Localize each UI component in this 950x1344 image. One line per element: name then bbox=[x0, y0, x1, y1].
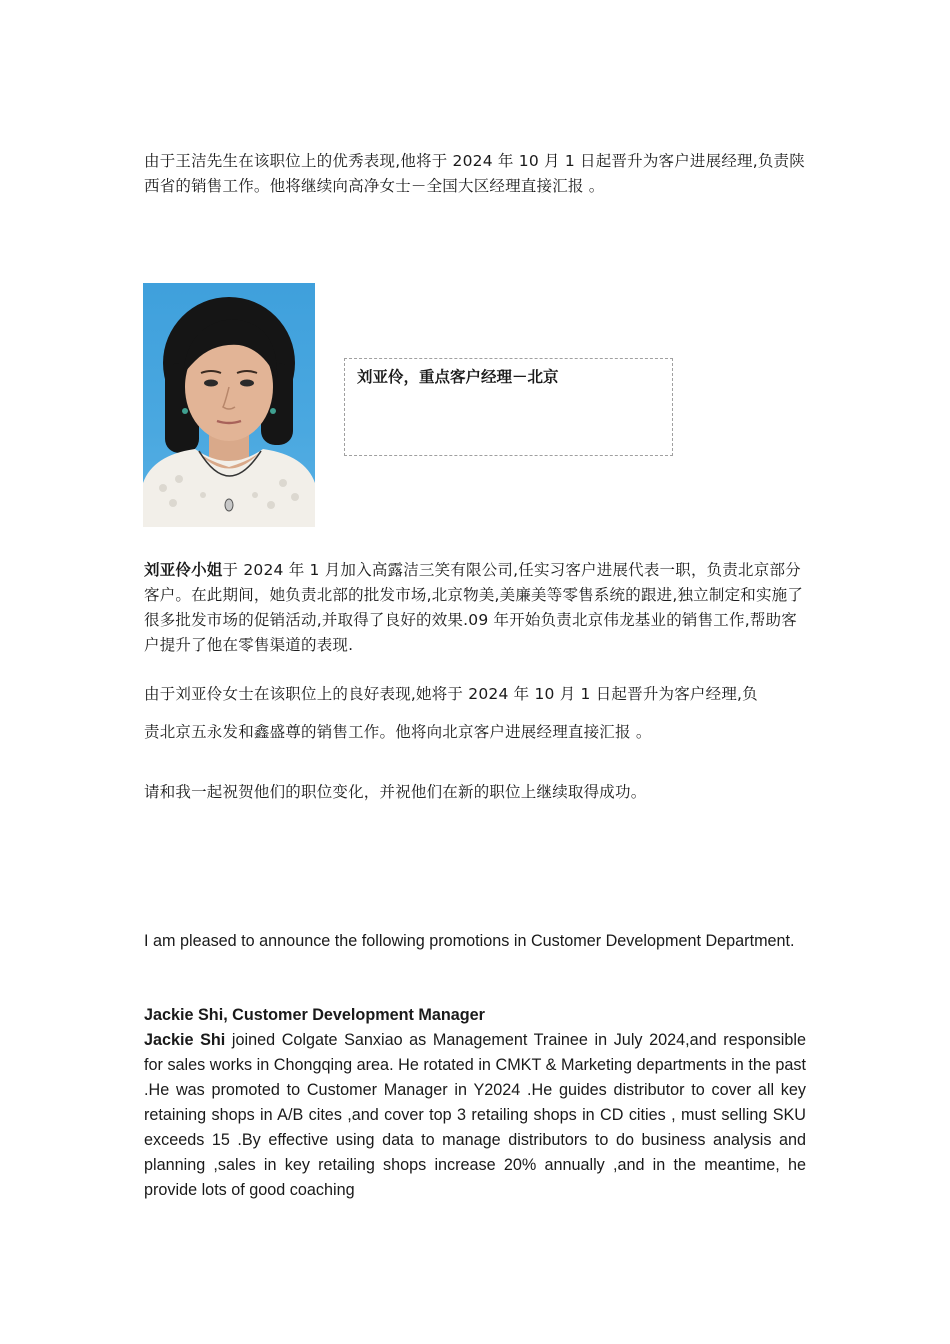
bio-name-liu: 刘亚伶小姐 bbox=[144, 561, 223, 579]
promotion-paragraph-wang: 由于王洁先生在该职位上的优秀表现,他将于 2024 年 10 月 1 日起晋升为客户进展经理,负责陕西省的销售工作。他将继续向高净女士－全国大区经理直接汇报 。 bbox=[144, 152, 805, 195]
english-heading: Jackie Shi, Customer Development Manager bbox=[144, 1006, 485, 1024]
portrait-photo bbox=[143, 283, 315, 527]
english-bio-text: joined Colgate Sanxiao as Management Trainee in July 2024,and responsible for sales works in Chongqing area. He rotated in CMKT & Marketing departments in the past .He was promoted to Customer Manager in Y2024 .He guides distributor to cover all key retaining shops in A/B cites ,and cover top 3 retailing shops in CD cities , must selling SKU exceeds 15 .By effective using data to manage distributors to do business analysis and planning ,sales in key retailing shops increase 20% annually ,and in the meantime, he provide lots of good coaching bbox=[144, 1031, 806, 1199]
congratulations-paragraph: 请和我一起祝贺他们的职位变化，并祝他们在新的职位上继续取得成功。 bbox=[144, 783, 647, 801]
english-bio-paragraph bbox=[144, 1028, 806, 1203]
english-intro: I am pleased to announce the following promotions in Customer Development Department. bbox=[144, 932, 795, 950]
name-title: 刘亚伶，重点客户经理－北京 bbox=[357, 368, 559, 386]
english-bio-name: Jackie Shi bbox=[144, 1031, 226, 1049]
promotion-paragraph-liu-line2: 责北京五永发和鑫盛尊的销售工作。他将向北京客户进展经理直接汇报 。 bbox=[144, 723, 652, 741]
bio-paragraph-liu bbox=[144, 558, 808, 658]
name-title-box bbox=[344, 358, 673, 456]
bio-text-liu: 于 2024 年 1 月加入高露洁三笑有限公司,任实习客户进展代表一职，负责北京部分客户。在此期间，她负责北部的批发市场,北京物美,美廉美等零售系统的跟进,独立制定和实施了很多批发市场的促销活动,并取得了良好的效果.09 年开始负责北京伟龙基业的销售工作,帮助客户提升了他在零售渠道的表现. bbox=[144, 561, 804, 654]
promotion-paragraph-liu-line1: 由于刘亚伶女士在该职位上的良好表现,她将于 2024 年 10 月 1 日起晋升为客户经理,负 bbox=[144, 685, 758, 703]
